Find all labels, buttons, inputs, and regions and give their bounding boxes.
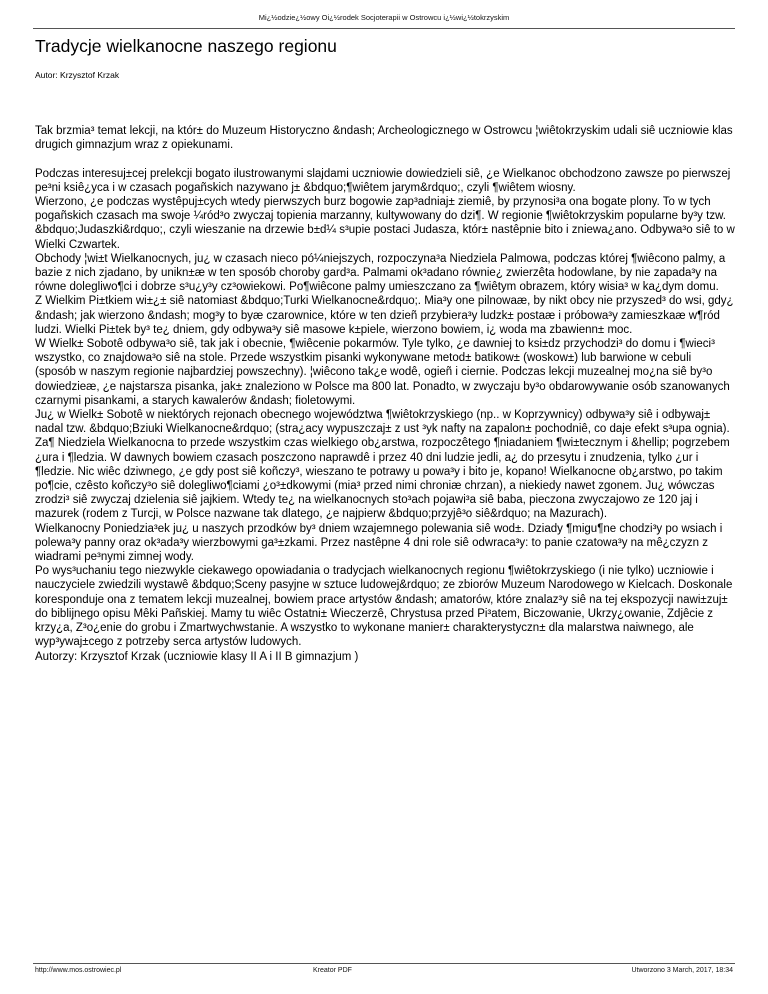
article-body <box>35 124 735 664</box>
page-header: Mi¿½odzie¿½owy Oi¿½rodek Socjoterapii w Ostrowcu i¿½wi¿½tokrzyskim <box>258 13 510 22</box>
article-title: Tradycje wielkanocne naszego regionu <box>35 36 337 56</box>
intro-paragraph: Tak brzmia³ temat lekcji, na któr± do Muzeum Historyczno &ndash; Archeologicznego w Ostrowcu ¦wiêtokrzyskim udali siê uczniowie klas drugich gimnazjum wraz z opiekunami. <box>35 125 733 152</box>
authors-line: Autorzy: Krzysztof Krzak (uczniowie klasy II A i II B gimnazjum ) <box>35 650 359 663</box>
footer-url-link[interactable]: http://www.mos.ostrowiec.pl <box>35 967 122 974</box>
body-paragraph: Podczas interesuj±cej prelekcji bogato ilustrowanymi slajdami uczniowie dowiedzieli siê, ¿e Wielkanoc obchodzono zawsze po pierwszej pe³ni ksiê¿yca i w czasach pogañskich nazywano j± &bdquo;¶wiêtem jarym&rdquo;, czyli ¶wiêtem wiosny. <box>35 167 731 194</box>
article-author: Autor: Krzysztof Krzak <box>35 70 120 80</box>
body-paragraph: Z Wielkim Pi±tkiem wi±¿± siê natomiast &bdquo;Turki Wielkanocne&rdquo;. Mia³y one pilnowaæ, by nikt obcy nie przyszed³ do wsi, gdy¿ &ndash; jak wierzono &ndash; mog³y to byæ czarownice, które w ten dzieñ przybiera³y ludzk± postaæ i próbowa³y zamieszkaæ w¶ród ludzi. Wielki Pi±tek by³ te¿ dniem, gdy odbywa³y siê masowe k±piele, wierzono bowiem, i¿ woda ma zbawienn± moc. <box>35 295 734 336</box>
body-paragraph: Za¶ Niedziela Wielkanocna to przede wszystkim czas wielkiego ob¿arstwa, rozpoczêtego ¶niadaniem ¶wi±tecznym i &hellip; pogrzebem ¿ura i ¶ledzia. W dawnych bowiem czasach poszczono naprawdê i przez 40 dni ludzie jedli, a¿ do przesytu i znudzenia, tylko ¿ur i ¶ledzie. Nic wiêc dziwnego, ¿e gdy post siê koñczy³, wieszano te potrawy u powa³y i bito je, kopano! Wielkanocne ob¿arstwo, po takim po¶cie, czêsto koñczy³o siê dolegliwo¶ciami ¿o³±dkowymi (mia³ przed nimi chroniæ chrzan), a niekiedy nawet zgonem. Ju¿ wówczas zrodzi³ siê zwyczaj dzielenia siê jajkiem. Wtedy te¿ na wielkanocnych sto³ach pojawi³a siê baba, pieczona zwyczajowo ze 120 jaj i mazurek (rodem z Turcji, w Polsce nazwane tak dlatego, ¿e najpierw &bdquo;przyjê³o siê&rdquo; na Mazurach). <box>35 437 730 521</box>
body-paragraph: Wielkanocny Poniedzia³ek ju¿ u naszych przodków by³ dniem wzajemnego polewania siê wod±. Dziady ¶migu¶ne chodzi³y po wsiach i polewa³y panny oraz ok³ada³y wierzbowymi ga³±zkami. Przez nastêpne 4 dni role siê odwraca³y: to panie czatowa³y na mê¿czyzn z wiadrami pe³nymi zimnej wody. <box>35 522 723 564</box>
footer-generator: Kreator PDF <box>313 967 352 974</box>
body-paragraph: W Wielk± Sobotê odbywa³o siê, tak jak i obecnie, ¶wiêcenie pokarmów. Tyle tylko, ¿e dawniej to ksi±dz przychodzi³ do domu i ¶wieci³ wszystko, co znajdowa³o siê na stole. Przede wszystkim pisanki wykonywane metod± batikow± (woskow±) lub barwione w cebuli (sposób w naszym regionie najbardziej powszechny). ¦wiêcono tak¿e wodê, ogieñ i ciernie. Podczas lekcji muzealnej mo¿na siê by³o dowiedzieæ, ¿e najstarsza pisanka, jak± znaleziono w Polsce ma 800 lat. Ponadto, w zwyczaju by³o obdarowywanie osób szanowanych czarnymi pisankami, a starych kawalerów &ndash; fioletowymi. <box>35 338 730 407</box>
header-divider <box>33 28 735 29</box>
body-paragraph: Ju¿ w Wielk± Sobotê w niektórych rejonach obecnego województwa ¶wiêtokrzyskiego (np.. w Koprzywnicy) odbywa³y siê i odbywaj± nadal tzw. &bdquo;Bziuki Wielkanocne&rdquo; (stra¿acy wypuszczaj± z ust ³yk nafty na zapalon± pochodniê, co daje efekt s³upa ognia). <box>35 409 730 436</box>
body-paragraph: Po wys³uchaniu tego niezwykle ciekawego opowiadania o tradycjach wielkanocnych regionu ¶wiêtokrzyskiego (i nie tylko) uczniowie i nauczyciele zwiedzili wystawê &bdquo;Sceny pasyjne w sztuce ludowej&rdquo; ze zbiorów Muzeum Narodowego w Kielcach. Doskonale koresponduje ona z tematem lekcji muzealnej, bowiem prace artystów &ndash; amatorów, które znalaz³y siê na tej ekspozycji nawi±zuj± do biblijnego opisu Mêki Pañskiej. Mamy tu wiêc Ostatni± Wieczerzê, Chrystusa przed Pi³atem, Biczowanie, Ukrzy¿owanie, Zdjêcie z krzy¿a, Z³o¿enie do grobu i Zmartwychwstanie. A wszystko to wykonane manier± charakterystyczn± dla malarstwa naiwnego, ale wyp³ywaj±cego z potrzeby serca artystów ludowych. <box>35 565 733 649</box>
footer-divider <box>33 963 735 964</box>
body-paragraph: Obchody ¦wi±t Wielkanocnych, ju¿ w czasach nieco pó¼niejszych, rozpoczyna³a Niedziela Palmowa, podczas której ¶wiêcono palmy, a bazie z nich zjadano, by unikn±æ w ten sposób choroby gard³a. Palmami ok³adano równie¿ zwierzêta hodowlane, by nie zapada³y na równe dolegliwo¶ci i dobrze s³u¿y³y cz³owiekowi. Po¶wiêcone palmy umieszczano za ¶wiêtym obrazem, który wisia³ w ka¿dym domu. <box>35 252 726 294</box>
body-paragraph: Wierzono, ¿e podczas wystêpuj±cych wtedy pierwszych burz bogowie zap³adniaj± ziemiê, by przynosi³a ona bogate plony. To w tych pogañskich czasach ma swoje ¼ród³o zwyczaj topienia marzanny, kultywowany do dzi¶. W regionie ¶wiêtokrzyskim popularne by³y tzw. &bdquo;Judaszki&rdquo;, czyli wieszanie na drzewie b±d¼ s³upie postaci Judasza, któr± nastêpnie bito i zniewa¿ano. Odbywa³o siê to w Wielki Czwartek. <box>35 196 735 251</box>
footer-created-date: Utworzono 3 March, 2017, 18:34 <box>631 967 733 974</box>
